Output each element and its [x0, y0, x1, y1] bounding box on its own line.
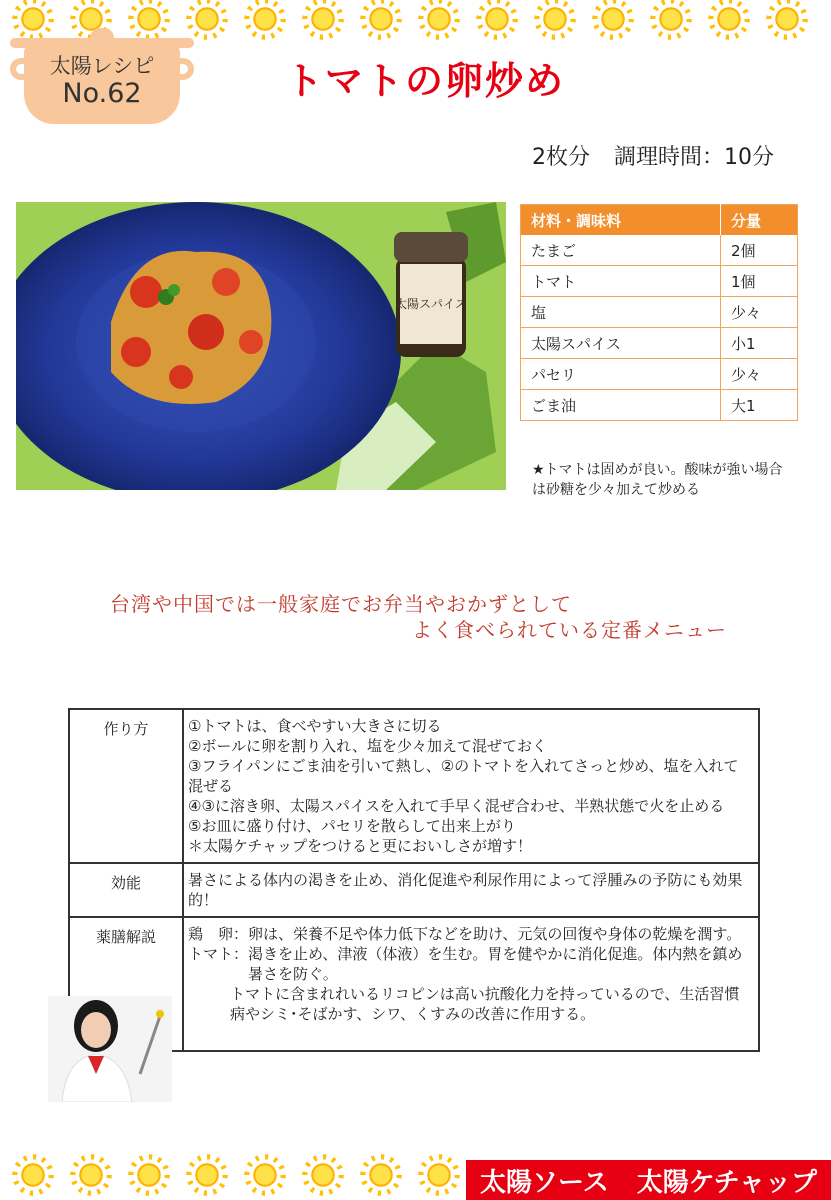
sun-icon	[134, 1160, 164, 1190]
ingredient-amount: 少々	[721, 297, 798, 328]
ingredient-name: 太陽スパイス	[521, 328, 721, 359]
ingredient-row	[521, 359, 798, 390]
ingredient-row	[521, 390, 798, 421]
sun-icon	[714, 4, 744, 34]
ingredient-name: トマト	[521, 266, 721, 297]
recipe-number: No.62	[62, 78, 142, 109]
sun-icon	[424, 1160, 454, 1190]
steps-body	[183, 709, 759, 863]
ingredient-name: パセリ	[521, 359, 721, 390]
effect-label: 効能	[69, 863, 183, 917]
ingredient-amount: 小1	[721, 328, 798, 359]
chef-illustration	[48, 996, 172, 1102]
sun-icon	[366, 1160, 396, 1190]
ingredient-row	[521, 297, 798, 328]
recipe-number-badge	[10, 28, 194, 124]
step-item: ①トマトは、食べやすい大きさに切る	[188, 717, 442, 735]
servings: 2枚分	[532, 145, 590, 170]
brand-ketchup: 太陽ケチャップ	[636, 1167, 817, 1198]
yakuzen-label: 薬膳解説	[69, 917, 183, 1051]
sun-icon	[598, 4, 628, 34]
yakuzen-item-text: トマトに含まれれいるリコピンは高い抗酸化力を持っているので、生活習慣病やシミ･そばかす、シワ、くすみの改善に作用する。	[230, 985, 740, 1023]
chef-photo	[48, 996, 172, 1102]
sun-icon	[250, 4, 280, 34]
yakuzen-body	[183, 917, 759, 1051]
sun-icon	[308, 1160, 338, 1190]
ingredients-header-amount: 分量	[721, 205, 798, 236]
ingredient-name: たまご	[521, 235, 721, 266]
serving-info	[532, 140, 774, 171]
dish-illustration	[16, 202, 506, 490]
yakuzen-item-egg	[188, 924, 750, 944]
brand-banner	[466, 1160, 831, 1200]
step-note: ＊太陽ケチャップをつけると更においしさが増す！	[188, 837, 532, 855]
cook-time: 調理時間：10分	[614, 145, 774, 170]
page-title: トマトの卵炒め	[285, 59, 566, 103]
brand-sauce: 太陽ソース	[480, 1167, 609, 1198]
ingredient-name: 塩	[521, 297, 721, 328]
yakuzen-item-lycopene	[188, 984, 750, 1024]
cooking-tip: ★トマトは固めが良い。酸味が強い場合は砂糖を少々加えて炒める	[532, 462, 783, 498]
sun-icon	[192, 1160, 222, 1190]
yakuzen-item-text: 卵は、栄養不足や体力低下などを助け、元気の回復や身体の乾燥を潤す。	[248, 925, 742, 943]
sun-icon	[772, 4, 802, 34]
effect-text: 暑さによる体内の渇きを止め、消化促進や利尿作用によって浮腫みの予防にも効果的！	[183, 863, 759, 917]
step-item: ⑤お皿に盛り付け、パセリを散らして出来上がり	[188, 817, 516, 835]
ingredient-row	[521, 328, 798, 359]
ingredient-amount: 2個	[721, 235, 798, 266]
yakuzen-item-text: 渇きを止め、津液（体液）を生む。胃を健やかに消化促進。体内熱を鎮め暑さを防ぐ。	[248, 945, 743, 983]
ingredients-header-name: 材料・調味料	[521, 205, 721, 236]
ingredient-amount: 1個	[721, 266, 798, 297]
step-item: ④③に溶き卵、太陽スパイスを入れて手早く混ぜ合わせ、半熟状態で火を止める	[188, 797, 725, 815]
effect-row	[69, 863, 759, 917]
ingredients-header-row	[521, 205, 798, 236]
ingredients-table	[520, 204, 798, 421]
catchphrase-line-2: よく食べられている定番メニュー	[412, 618, 727, 642]
steps-label: 作り方	[69, 709, 183, 863]
ingredient-name: ごま油	[521, 390, 721, 421]
sun-icon	[656, 4, 686, 34]
dish-photo	[16, 202, 506, 490]
sun-icon	[192, 4, 222, 34]
yakuzen-row	[69, 917, 759, 1051]
yakuzen-item-label: 鶏 卵：	[188, 925, 249, 943]
sun-icon	[250, 1160, 280, 1190]
steps-row	[69, 709, 759, 863]
yakuzen-item-tomato	[188, 944, 750, 984]
sun-icon	[540, 4, 570, 34]
sun-icon	[76, 1160, 106, 1190]
sun-icon	[308, 4, 338, 34]
sun-icon	[18, 1160, 48, 1190]
ingredient-row	[521, 266, 798, 297]
jar-label-text: 太陽スパイス	[395, 297, 467, 311]
sun-icon	[366, 4, 396, 34]
sun-icon	[424, 4, 454, 34]
step-item: ③フライパンにごま油を引いて熱し、②のトマトを入れてさっと炒め、塩を入れて混ぜる	[188, 757, 739, 795]
ingredient-row	[521, 235, 798, 266]
series-label: 太陽レシピ	[49, 54, 155, 78]
step-item: ②ボールに卵を割り入れ、塩を少々加えて混ぜておく	[188, 737, 548, 755]
ingredient-amount: 大1	[721, 390, 798, 421]
ingredient-amount: 少々	[721, 359, 798, 390]
sun-icon	[482, 4, 512, 34]
yakuzen-item-label: トマト：	[188, 945, 249, 963]
catchphrase-line-1: 台湾や中国では一般家庭でお弁当やおかずとして	[110, 592, 572, 616]
